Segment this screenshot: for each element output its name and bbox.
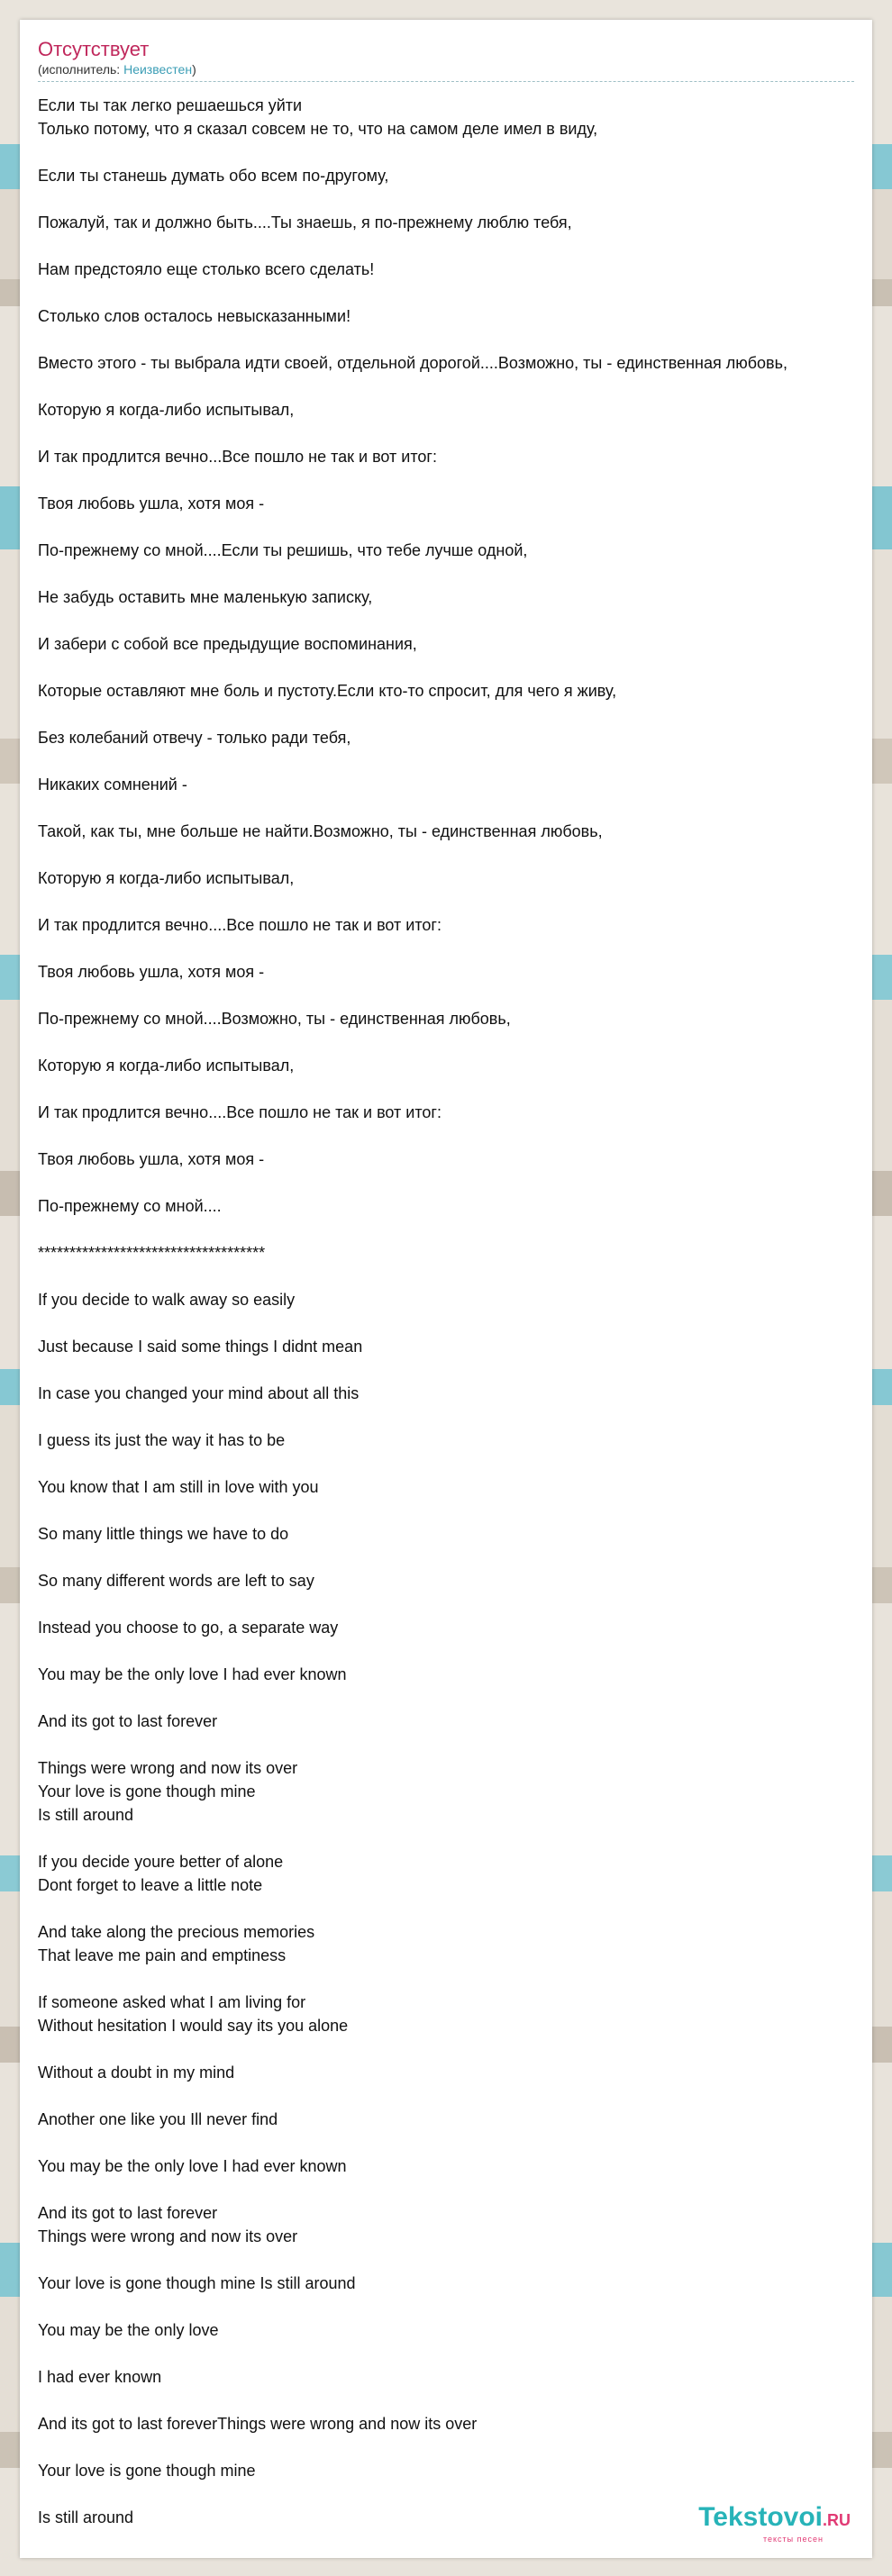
lyric-line: Without hesitation I would say its you alone: [38, 2017, 349, 2035]
lyric-line: If someone asked what I am living for: [38, 1993, 306, 2011]
lyric-line: По-прежнему со мной....Если ты решишь, что тебе лучше одной,: [38, 541, 528, 559]
lyric-line: So many different words are left to say: [38, 1572, 314, 1590]
artist-prefix: (исполнитель:: [38, 62, 124, 77]
lyric-line: I guess its just the way it has to be: [38, 1431, 286, 1449]
lyric-line: ************************************: [38, 1244, 266, 1262]
lyric-line: Another one like you Ill never find: [38, 2110, 278, 2128]
lyric-line: Столько слов осталось невысказанными!: [38, 307, 351, 325]
lyric-line: И так продлится вечно....Все пошло не так и вот итог:: [38, 1103, 441, 1121]
lyric-line: Которую я когда-либо испытывал,: [38, 869, 295, 887]
lyric-line: That leave me pain and emptiness: [38, 1946, 287, 1964]
artist-line: [38, 61, 854, 77]
logo-name: Tekstovoi: [698, 2502, 823, 2532]
lyric-line: And take along the precious memories: [38, 1923, 315, 1941]
song-header: [38, 38, 854, 82]
lyric-line: И забери с собой все предыдущие воспоминания,: [38, 635, 417, 653]
lyric-line: Которую я когда-либо испытывал,: [38, 401, 295, 419]
lyric-line: Нам предстояло еще столько всего сделать!: [38, 260, 375, 278]
lyric-line: If you decide to walk away so easily: [38, 1291, 296, 1309]
lyric-line: Твоя любовь ушла, хотя моя -: [38, 1150, 265, 1168]
lyric-line: Dont forget to leave a little note: [38, 1876, 263, 1894]
lyric-line: Your love is gone though mine Is still around: [38, 2274, 356, 2292]
lyrics-card: [20, 20, 872, 2558]
lyric-line: Things were wrong and now its over: [38, 2227, 298, 2245]
lyric-line: По-прежнему со мной....Возможно, ты - единственная любовь,: [38, 1010, 511, 1028]
lyric-line: Твоя любовь ушла, хотя моя -: [38, 494, 265, 512]
lyric-line: Вместо этого - ты выбрала идти своей, отдельной дорогой....Возможно, ты - единственная любовь,: [38, 354, 787, 372]
artist-suffix: ): [192, 62, 196, 77]
lyric-line: Никаких сомнений -: [38, 776, 187, 794]
lyric-line: Твоя любовь ушла, хотя моя -: [38, 963, 265, 981]
lyric-line: Которые оставляют мне боль и пустоту.Если кто-то спросит, для чего я живу,: [38, 682, 617, 700]
lyric-line: Пожалуй, так и должно быть....Ты знаешь, я по-прежнему люблю тебя,: [38, 213, 572, 231]
lyric-line: You may be the only love I had ever known: [38, 2157, 347, 2175]
lyric-line: Если ты так легко решаешься уйти: [38, 96, 303, 114]
lyric-line: Без колебаний отвечу - только ради тебя,: [38, 729, 351, 747]
lyric-line: Которую я когда-либо испытывал,: [38, 1057, 295, 1075]
lyric-line: In case you changed your mind about all this: [38, 1384, 360, 1402]
lyric-line: Такой, как ты, мне больше не найти.Возможно, ты - единственная любовь,: [38, 822, 603, 840]
lyric-line: Without a doubt in my mind: [38, 2064, 235, 2082]
lyrics-text: [38, 94, 867, 2529]
lyric-line: И так продлится вечно...Все пошло не так и вот итог:: [38, 448, 437, 466]
lyric-line: You know that I am still in love with you: [38, 1478, 319, 1496]
lyric-line: Is still around: [38, 1806, 134, 1824]
lyric-line: Just because I said some things I didnt mean: [38, 1338, 363, 1356]
lyric-line: And its got to last forever: [38, 1712, 218, 1730]
lyric-line: You may be the only love: [38, 2321, 219, 2339]
lyric-line: If you decide youre better of alone: [38, 1853, 284, 1871]
lyric-line: Если ты станешь думать обо всем по-другому,: [38, 167, 389, 185]
song-title: Отсутствует: [38, 38, 150, 60]
artist-link[interactable]: Неизвестен: [123, 62, 193, 77]
lyric-line: Instead you choose to go, a separate way: [38, 1619, 339, 1637]
lyric-line: Your love is gone though mine: [38, 2462, 256, 2480]
tekstovoi-logo[interactable]: [670, 2502, 851, 2547]
logo-wordmark: [698, 2502, 851, 2535]
lyric-line: Your love is gone though mine: [38, 1782, 256, 1800]
lyric-line: I had ever known: [38, 2368, 162, 2386]
lyric-line: Только потому, что я сказал совсем не то, что на самом деле имел в виду,: [38, 120, 598, 138]
lyric-line: И так продлится вечно....Все пошло не так и вот итог:: [38, 916, 441, 934]
logo-tld: .RU: [823, 2511, 851, 2529]
lyric-line: And its got to last foreverThings were wrong and now its over: [38, 2415, 478, 2433]
lyric-line: Things were wrong and now its over: [38, 1759, 298, 1777]
lyric-line: Не забудь оставить мне маленькую записку,: [38, 588, 373, 606]
logo-tagline: тексты песен: [762, 2535, 824, 2544]
lyric-line: So many little things we have to do: [38, 1525, 289, 1543]
lyric-line: Is still around: [38, 2508, 134, 2526]
lyric-line: You may be the only love I had ever known: [38, 1665, 347, 1683]
lyric-line: And its got to last forever: [38, 2204, 218, 2222]
lyric-line: По-прежнему со мной....: [38, 1197, 222, 1215]
